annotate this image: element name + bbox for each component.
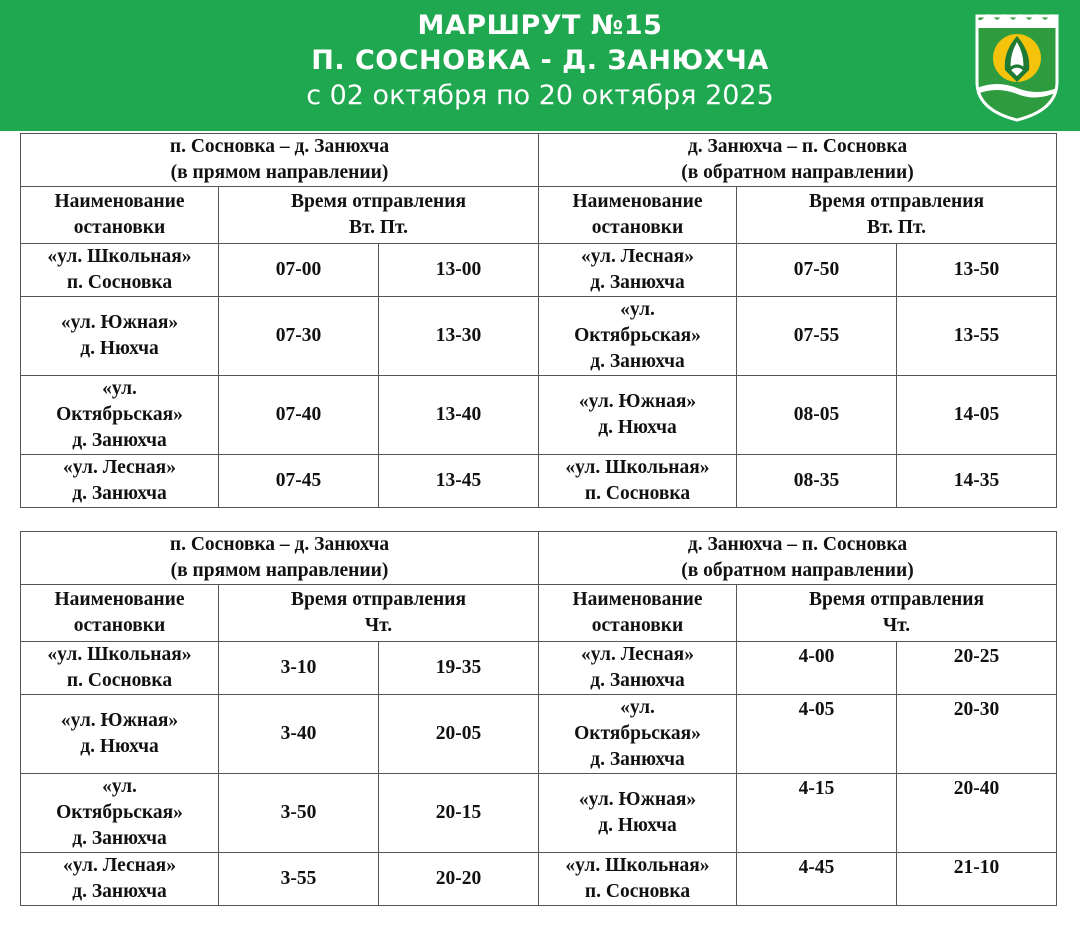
stop-name-cell: «ул. Лесная» д. Занюхча [539, 642, 737, 695]
stop-name-cell: «ул. Южная» д. Нюхча [539, 774, 737, 853]
schedule-table-tue-fri [20, 133, 1057, 508]
departure-time-cell: 20-15 [379, 774, 539, 853]
stop-name-cell: «ул. Октябрьская» д. Занюхча [21, 774, 219, 853]
departure-time-cell: 3-55 [219, 853, 379, 906]
forward-direction-header: п. Сосновка – д. Занюхча (в прямом направлении) [21, 532, 539, 585]
stop-name-cell: «ул. Южная» д. Нюхча [21, 695, 219, 774]
days-label: Вт. Пт. [348, 217, 409, 238]
departure-time-cell: 13-00 [379, 244, 539, 297]
departure-time-cell: 20-05 [379, 695, 539, 774]
days-label: Вт. Пт. [867, 217, 927, 238]
reverse-direction-header: д. Занюхча – п. Сосновка (в обратном направлении) [539, 134, 1057, 187]
stop-name-header: Наименование остановки [539, 585, 737, 642]
stop-name-cell: «ул. Лесная» д. Занюхча [539, 244, 737, 297]
departure-time-cell: 07-40 [219, 376, 379, 455]
departure-time-cell: 3-10 [219, 642, 379, 695]
days-label: Чт. [364, 615, 393, 636]
departure-time-cell: 21-10 [897, 853, 1057, 906]
departure-time-cell: 07-45 [219, 455, 379, 508]
stop-name-cell: «ул. Школьная» п. Сосновка [21, 244, 219, 297]
coat-of-arms-icon [973, 12, 1061, 122]
departure-time-cell: 20-30 [897, 695, 1057, 774]
table-row [21, 642, 1057, 695]
stop-name-cell: «ул. Октябрьская» д. Занюхча [21, 376, 219, 455]
header-banner [0, 0, 1080, 131]
departure-time-cell: 07-55 [737, 297, 897, 376]
departure-time-cell: 14-05 [897, 376, 1057, 455]
stop-name-cell: «ул. Октябрьская» д. Занюхча [539, 297, 737, 376]
route-title: МАРШРУТ №15 [417, 10, 663, 41]
stop-name-cell: «ул. Лесная» д. Занюхча [21, 455, 219, 508]
departure-time-header: Время отправления Вт. Пт. [219, 187, 539, 244]
stop-name-cell: «ул. Лесная» д. Занюхча [21, 853, 219, 906]
departure-time-cell: 13-55 [897, 297, 1057, 376]
departure-time-cell: 07-00 [219, 244, 379, 297]
departure-time-cell: 20-20 [379, 853, 539, 906]
departure-time-cell: 20-40 [897, 774, 1057, 853]
stop-name-header: Наименование остановки [21, 585, 219, 642]
stop-name-cell: «ул. Школьная» п. Сосновка [539, 455, 737, 508]
departure-time-cell: 13-50 [897, 244, 1057, 297]
stop-name-cell: «ул. Школьная» п. Сосновка [539, 853, 737, 906]
departure-time-cell: 4-45 [737, 853, 897, 906]
stop-name-cell: «ул. Южная» д. Нюхча [21, 297, 219, 376]
departure-time-cell: 13-30 [379, 297, 539, 376]
date-range: с 02 октября по 20 октября 2025 [306, 80, 774, 111]
departure-time-header: Время отправления Вт. Пт. [737, 187, 1057, 244]
departure-time-cell: 07-50 [737, 244, 897, 297]
table-row [21, 376, 1057, 455]
days-label: Чт. [882, 615, 911, 636]
schedule-table-thu [20, 531, 1057, 906]
departure-time-cell: 4-05 [737, 695, 897, 774]
departure-time-cell: 14-35 [897, 455, 1057, 508]
departure-time-cell: 08-35 [737, 455, 897, 508]
table-row [21, 774, 1057, 853]
departure-time-cell: 3-40 [219, 695, 379, 774]
table-row [21, 455, 1057, 508]
departure-time-cell: 13-45 [379, 455, 539, 508]
table-row [21, 695, 1057, 774]
departure-time-header: Время отправления Чт. [737, 585, 1057, 642]
stop-name-cell: «ул. Школьная» п. Сосновка [21, 642, 219, 695]
forward-direction-header: п. Сосновка – д. Занюхча (в прямом направлении) [21, 134, 539, 187]
table-row [21, 853, 1057, 906]
stop-name-cell: «ул. Октябрьская» д. Занюхча [539, 695, 737, 774]
departure-time-cell: 20-25 [897, 642, 1057, 695]
departure-time-cell: 3-50 [219, 774, 379, 853]
departure-time-cell: 4-15 [737, 774, 897, 853]
departure-time-header: Время отправления Чт. [219, 585, 539, 642]
departure-time-cell: 4-00 [737, 642, 897, 695]
stop-name-cell: «ул. Южная» д. Нюхча [539, 376, 737, 455]
departure-time-cell: 08-05 [737, 376, 897, 455]
departure-time-cell: 07-30 [219, 297, 379, 376]
table-row [21, 297, 1057, 376]
departure-time-cell: 13-40 [379, 376, 539, 455]
stop-name-header: Наименование остановки [539, 187, 737, 244]
reverse-direction-header: д. Занюхча – п. Сосновка (в обратном направлении) [539, 532, 1057, 585]
departure-time-cell: 19-35 [379, 642, 539, 695]
route-name: П. СОСНОВКА - Д. ЗАНЮХЧА [311, 45, 769, 76]
stop-name-header: Наименование остановки [21, 187, 219, 244]
table-row [21, 244, 1057, 297]
